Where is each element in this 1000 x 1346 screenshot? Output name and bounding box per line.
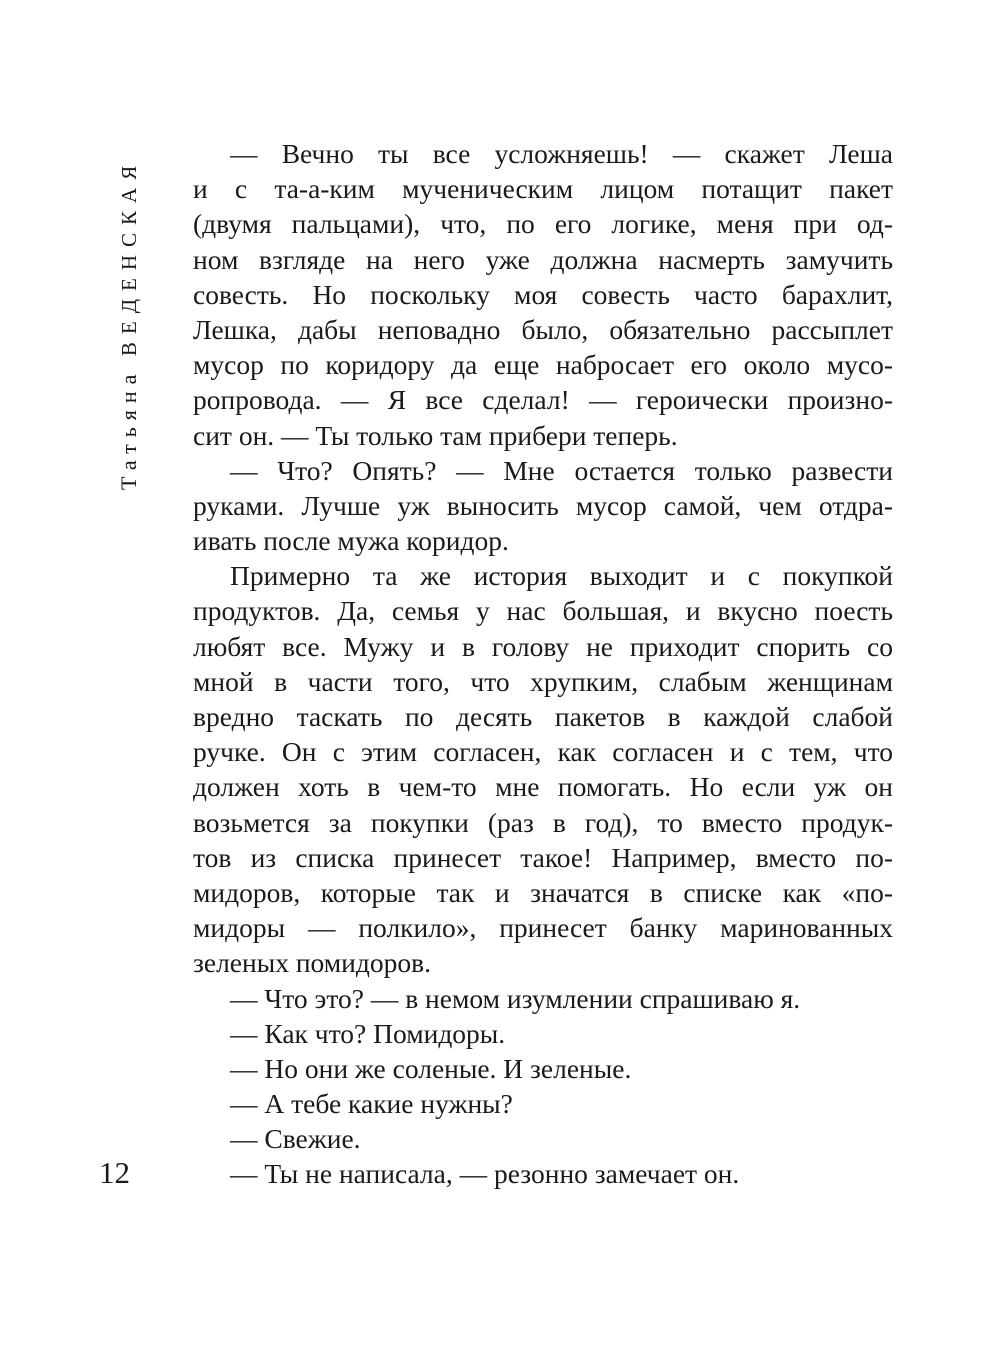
text-line: тов из списка принесет такое! Например, вместо по-: [193, 841, 893, 873]
text-line: — Ты не написала, — резонно замечает он.: [230, 1158, 740, 1190]
body-text: [193, 136, 893, 1192]
text-line: ропровода. — Я все сделал! — героически произно-: [193, 384, 893, 416]
text-line: Лешка, дабы неповадно было, обязательно рассыплет: [193, 313, 893, 345]
text-line: — Но они же соленые. И зеленые.: [230, 1052, 632, 1084]
text-line: совесть. Но поскольку моя совесть часто барахлит,: [193, 278, 893, 310]
author-first-name: Татьяна: [116, 367, 141, 490]
text-line: — Что? Опять? — Мне остается только развести: [230, 454, 893, 486]
text-line: ручке. Он с этим согласен, как согласен и с тем, что: [193, 736, 893, 768]
text-line: мидоров, которые так и значатся в списке как «по-: [193, 876, 893, 908]
running-head: [118, 158, 140, 490]
page-number: 12: [99, 1155, 130, 1190]
text-line: — Как что? Помидоры.: [230, 1017, 506, 1049]
text-line: любят все. Мужу и в голову не приходит спорить со: [193, 630, 893, 662]
text-line: ном взгляде на него уже должна насмерть замучить: [193, 243, 893, 275]
text-line: (двумя пальцами), что, по его логике, меня при од-: [193, 208, 893, 240]
text-line: должен хоть в чем-то мне помогать. Но если уж он: [193, 771, 893, 803]
text-line: возьмется за покупки (раз в год), то вместо продук-: [193, 806, 893, 838]
text-line: сит он. — Ты только там прибери теперь.: [193, 419, 678, 451]
text-line: зеленых помидоров.: [193, 947, 431, 979]
text-line: руками. Лучше уж выносить мусор самой, чем отдра-: [193, 489, 893, 521]
text-line: мусор по коридору да еще набросает его около мусо-: [193, 349, 893, 381]
text-line: — А тебе какие нужны?: [230, 1088, 513, 1120]
text-line: — Свежие.: [230, 1123, 361, 1155]
text-line: мной в части того, что хрупким, слабым женщинам: [193, 665, 893, 697]
text-line: и с та-а-ким мученическим лицом потащит пакет: [193, 173, 893, 205]
text-line: мидоры — полкило», принесет банку маринованных: [193, 912, 893, 944]
author-last-name: ВЕДЕНСКАЯ: [117, 157, 141, 357]
text-line: ивать после мужа коридор.: [193, 525, 509, 557]
text-line: вредно таскать по десять пакетов в каждой слабой: [193, 701, 893, 732]
text-line: — Что это? — в немом изумлении спрашиваю я.: [230, 982, 801, 1014]
text-line: продуктов. Да, семья у нас большая, и вкусно поесть: [193, 595, 893, 627]
text-line: Примерно та же история выходит и с покупкой: [230, 560, 893, 592]
text-line: — Вечно ты все усложняешь! — скажет Леша: [230, 138, 893, 169]
